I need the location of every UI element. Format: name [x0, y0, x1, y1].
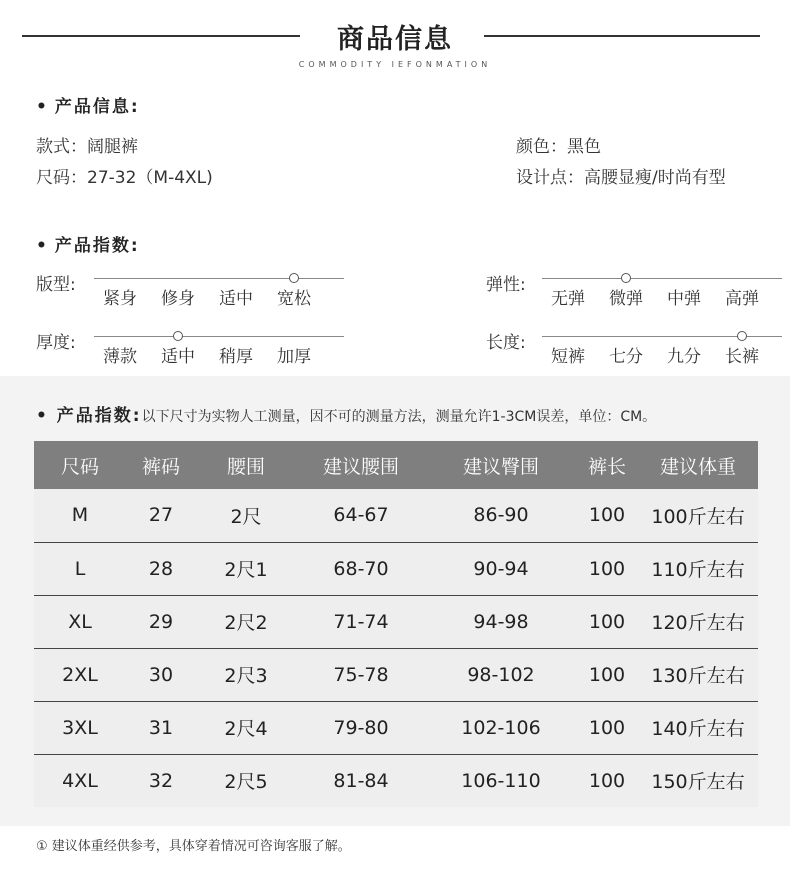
table-cell: 2尺3 [196, 648, 296, 701]
table-cell: 106-110 [426, 754, 576, 807]
table-cell: 3XL [34, 701, 126, 754]
size-section-label: 产品指数: [56, 406, 142, 426]
table-cell: 75-78 [296, 648, 426, 701]
table-cell: 100斤左右 [638, 489, 758, 542]
index-scale-option: 中弹 [667, 289, 701, 309]
table-cell: 31 [126, 701, 196, 754]
table-column-header: 建议臀围 [426, 441, 576, 489]
index-scale-marker [173, 331, 183, 341]
size-info: 尺码：27-32（M-4XL) [36, 168, 213, 188]
table-cell: 2尺5 [196, 754, 296, 807]
index-scale-name: 版型: [36, 275, 76, 295]
style-info: 款式：阔腿裤 [36, 137, 138, 157]
table-row [34, 595, 758, 648]
page-subtitle: COMMODITY IEFONMATION [298, 60, 492, 69]
product-info-label: 产品信息: [54, 97, 140, 117]
table-row [34, 542, 758, 595]
table-row [34, 754, 758, 807]
bullet-icon: • [36, 97, 49, 117]
design-info: 设计点：高腰显瘦/时尚有型 [516, 168, 726, 188]
index-scale-track [94, 336, 344, 337]
bullet-icon: • [36, 236, 49, 256]
table-cell: 110斤左右 [638, 542, 758, 595]
index-scale [36, 270, 344, 310]
index-scale-option: 长裤 [725, 347, 759, 367]
table-column-header: 裤长 [576, 441, 638, 489]
table-cell: 64-67 [296, 489, 426, 542]
footnote: ① 建议体重经供参考，具体穿着情况可咨询客服了解。 [36, 839, 351, 854]
table-cell: 100 [576, 489, 638, 542]
index-scale [486, 270, 782, 310]
table-cell: 2尺2 [196, 595, 296, 648]
table-cell: M [34, 489, 126, 542]
table-cell: 29 [126, 595, 196, 648]
table-cell: 81-84 [296, 754, 426, 807]
index-scale-option: 修身 [161, 289, 195, 309]
table-cell: 2XL [34, 648, 126, 701]
index-scale-marker [621, 273, 631, 283]
size-table [34, 441, 758, 807]
index-scale-option: 薄款 [103, 347, 137, 367]
table-cell: 130斤左右 [638, 648, 758, 701]
index-scale-track [542, 278, 782, 279]
index-scale-option: 紧身 [103, 289, 137, 309]
table-row [34, 489, 758, 542]
table-cell: 100 [576, 595, 638, 648]
table-column-header: 建议体重 [638, 441, 758, 489]
index-scale-option: 适中 [161, 347, 195, 367]
product-index-heading [36, 231, 140, 256]
table-cell: 27 [126, 489, 196, 542]
index-scale-option: 宽松 [277, 289, 311, 309]
table-cell: L [34, 542, 126, 595]
table-cell: 30 [126, 648, 196, 701]
index-scale-option: 适中 [219, 289, 253, 309]
size-note-text: 以下尺寸为实物人工测量，因不可的测量方法，测量允许1-3CM误差，单位：CM。 [141, 409, 657, 425]
product-info-heading [36, 92, 140, 117]
index-scale-marker [737, 331, 747, 341]
header-line-right [484, 35, 760, 37]
index-scale-option: 短裤 [551, 347, 585, 367]
table-cell: 2尺1 [196, 542, 296, 595]
table-cell: 140斤左右 [638, 701, 758, 754]
index-scale [36, 328, 344, 368]
table-cell: 90-94 [426, 542, 576, 595]
table-header-row [34, 441, 758, 489]
table-cell: 4XL [34, 754, 126, 807]
index-scale-name: 弹性: [486, 275, 526, 295]
table-cell: 94-98 [426, 595, 576, 648]
index-scale-option: 无弹 [551, 289, 585, 309]
page-title: 商品信息 [337, 24, 453, 55]
table-cell: 2尺4 [196, 701, 296, 754]
index-scale-track [94, 278, 344, 279]
product-index-label: 产品指数: [54, 236, 140, 256]
index-scale [486, 328, 782, 368]
index-scale-option: 九分 [667, 347, 701, 367]
table-cell: 98-102 [426, 648, 576, 701]
table-cell: 86-90 [426, 489, 576, 542]
index-scale-option: 微弹 [609, 289, 643, 309]
table-row [34, 648, 758, 701]
size-note [36, 401, 656, 426]
table-cell: 68-70 [296, 542, 426, 595]
index-scale-option: 稍厚 [219, 347, 253, 367]
index-scale-name: 厚度: [36, 333, 76, 353]
table-cell: 102-106 [426, 701, 576, 754]
table-cell: 100 [576, 648, 638, 701]
bullet-icon: • [36, 406, 57, 426]
table-cell: 32 [126, 754, 196, 807]
index-scale-marker [289, 273, 299, 283]
table-column-header: 尺码 [34, 441, 126, 489]
table-cell: 28 [126, 542, 196, 595]
table-cell: 2尺 [196, 489, 296, 542]
table-column-header: 腰围 [196, 441, 296, 489]
table-row [34, 701, 758, 754]
index-scale-option: 高弹 [725, 289, 759, 309]
table-cell: 150斤左右 [638, 754, 758, 807]
index-scale-name: 长度: [486, 333, 526, 353]
table-cell: 79-80 [296, 701, 426, 754]
table-cell: 120斤左右 [638, 595, 758, 648]
table-cell: 100 [576, 542, 638, 595]
table-cell: XL [34, 595, 126, 648]
index-scale-option: 七分 [609, 347, 643, 367]
table-column-header: 裤码 [126, 441, 196, 489]
table-cell: 100 [576, 701, 638, 754]
table-column-header: 建议腰围 [296, 441, 426, 489]
table-cell: 71-74 [296, 595, 426, 648]
color-info: 颜色：黑色 [516, 137, 601, 157]
index-scale-option: 加厚 [277, 347, 311, 367]
table-cell: 100 [576, 754, 638, 807]
header [0, 0, 790, 90]
